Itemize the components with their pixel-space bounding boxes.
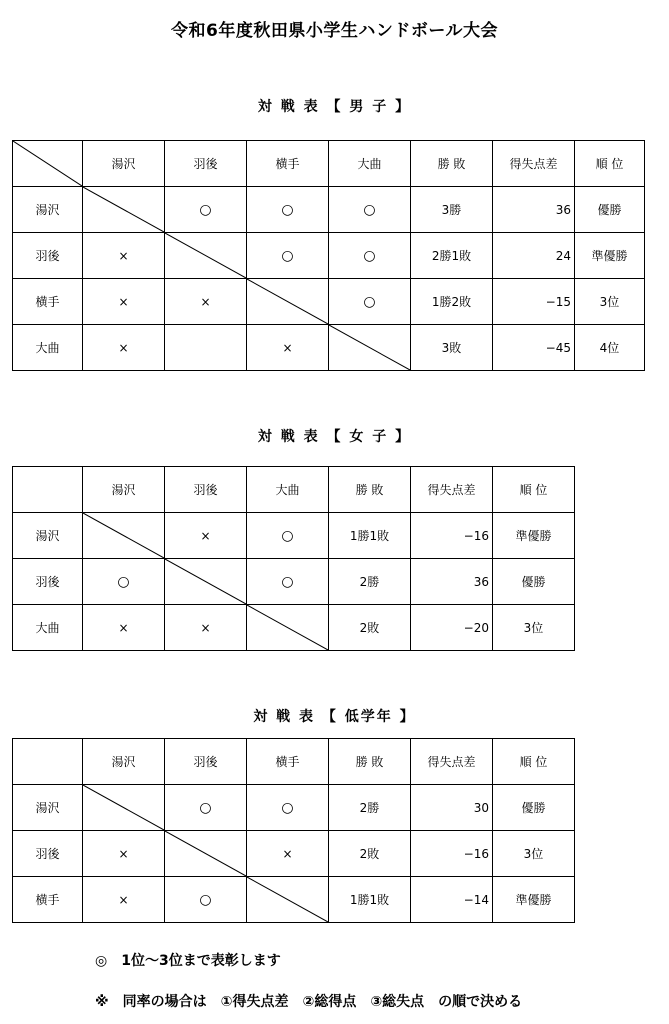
girls-heading: 対 戦 表 【 女 子 】	[257, 429, 412, 445]
team-name: 羽後	[13, 559, 83, 605]
diff-cell: −16	[411, 513, 493, 559]
team-name: 羽後	[13, 233, 83, 279]
girls-corner-cell	[13, 467, 83, 513]
result-cell: ×	[83, 831, 165, 877]
team-name: 羽後	[13, 831, 83, 877]
team-name: 湯沢	[13, 513, 83, 559]
lower-heading: 対 戦 表 【 低学年 】	[253, 709, 416, 725]
boys-header: 勝 敗	[411, 141, 493, 187]
record-cell: 1勝2敗	[411, 279, 493, 325]
rank-cell: 準優勝	[493, 513, 575, 559]
result-cell: ○	[247, 233, 329, 279]
record-cell: 2勝	[329, 559, 411, 605]
table-row	[13, 279, 645, 325]
rank-cell: 優勝	[575, 187, 645, 233]
team-name: 大曲	[13, 325, 83, 371]
record-cell: 3勝	[411, 187, 493, 233]
rank-cell: 優勝	[493, 559, 575, 605]
diff-cell: 36	[411, 559, 493, 605]
rank-cell: 3位	[493, 605, 575, 651]
record-cell: 2敗	[329, 831, 411, 877]
result-cell	[329, 325, 411, 371]
table-row	[13, 877, 575, 923]
result-cell: ○	[165, 187, 247, 233]
diff-cell: 30	[411, 785, 493, 831]
result-cell	[83, 187, 165, 233]
result-cell	[247, 279, 329, 325]
result-cell: ○	[247, 559, 329, 605]
result-cell: ○	[247, 187, 329, 233]
result-cell	[247, 877, 329, 923]
diff-cell: −16	[411, 831, 493, 877]
record-cell: 2敗	[329, 605, 411, 651]
result-cell: ×	[83, 877, 165, 923]
result-cell: ○	[247, 785, 329, 831]
result-cell	[165, 233, 247, 279]
record-cell: 1勝1敗	[329, 513, 411, 559]
result-cell	[83, 785, 165, 831]
team-name: 湯沢	[13, 187, 83, 233]
girls-header: 順 位	[493, 467, 575, 513]
girls-header: 湯沢	[83, 467, 165, 513]
result-cell	[165, 559, 247, 605]
boys-header: 大曲	[329, 141, 411, 187]
diff-cell: 36	[493, 187, 575, 233]
table-row	[13, 187, 645, 233]
table-row	[13, 831, 575, 877]
girls-header: 羽後	[165, 467, 247, 513]
diff-cell: 24	[493, 233, 575, 279]
result-cell: ×	[165, 605, 247, 651]
girls-header: 勝 敗	[329, 467, 411, 513]
table-row	[13, 325, 645, 371]
boys-header: 横手	[247, 141, 329, 187]
result-cell: ○	[165, 785, 247, 831]
team-name: 横手	[13, 279, 83, 325]
table-row	[13, 785, 575, 831]
result-cell: ×	[83, 233, 165, 279]
result-cell: ×	[83, 279, 165, 325]
result-cell	[165, 325, 247, 371]
lower-header: 順 位	[493, 739, 575, 785]
table-row	[13, 605, 575, 651]
girls-header: 得失点差	[411, 467, 493, 513]
lower-header: 羽後	[165, 739, 247, 785]
result-cell: ○	[247, 513, 329, 559]
team-name: 湯沢	[13, 785, 83, 831]
result-cell: ○	[165, 877, 247, 923]
record-cell: 2勝	[329, 785, 411, 831]
tiebreak-note: ※ 同率の場合は ①得失点差 ②総得点 ③総失点 の順で決める	[95, 994, 523, 1010]
boys-header: 得失点差	[493, 141, 575, 187]
record-cell: 3敗	[411, 325, 493, 371]
result-cell: ○	[83, 559, 165, 605]
table-row	[13, 513, 575, 559]
page-title: 令和6年度秋田県小学生ハンドボール大会	[171, 21, 498, 41]
award-note: ◎ 1位～3位まで表彰します	[95, 953, 281, 969]
rank-cell: 4位	[575, 325, 645, 371]
table-row	[13, 559, 575, 605]
result-cell: ×	[247, 325, 329, 371]
record-cell: 2勝1敗	[411, 233, 493, 279]
result-cell: ○	[329, 279, 411, 325]
diff-cell: −14	[411, 877, 493, 923]
result-cell	[165, 831, 247, 877]
result-cell: ×	[165, 279, 247, 325]
rank-cell: 準優勝	[575, 233, 645, 279]
table-row	[13, 233, 645, 279]
boys-table	[12, 140, 645, 371]
boys-header: 羽後	[165, 141, 247, 187]
team-name: 横手	[13, 877, 83, 923]
result-cell: ×	[83, 325, 165, 371]
result-cell: ×	[83, 605, 165, 651]
team-name: 大曲	[13, 605, 83, 651]
boys-header: 湯沢	[83, 141, 165, 187]
lower-header: 得失点差	[411, 739, 493, 785]
result-cell	[83, 513, 165, 559]
rank-cell: 3位	[493, 831, 575, 877]
record-cell: 1勝1敗	[329, 877, 411, 923]
boys-heading: 対 戦 表 【 男 子 】	[257, 99, 412, 115]
result-cell: ○	[329, 233, 411, 279]
result-cell: ×	[247, 831, 329, 877]
girls-table	[12, 466, 575, 651]
lower-corner-cell	[13, 739, 83, 785]
result-cell	[247, 605, 329, 651]
lower-table	[12, 738, 575, 923]
result-cell: ×	[165, 513, 247, 559]
rank-cell: 準優勝	[493, 877, 575, 923]
boys-header: 順 位	[575, 141, 645, 187]
result-cell: ○	[329, 187, 411, 233]
girls-header: 大曲	[247, 467, 329, 513]
lower-header: 湯沢	[83, 739, 165, 785]
rank-cell: 3位	[575, 279, 645, 325]
diff-cell: −15	[493, 279, 575, 325]
diff-cell: −45	[493, 325, 575, 371]
boys-corner-cell	[13, 141, 83, 187]
rank-cell: 優勝	[493, 785, 575, 831]
lower-header: 横手	[247, 739, 329, 785]
diff-cell: −20	[411, 605, 493, 651]
lower-header: 勝 敗	[329, 739, 411, 785]
